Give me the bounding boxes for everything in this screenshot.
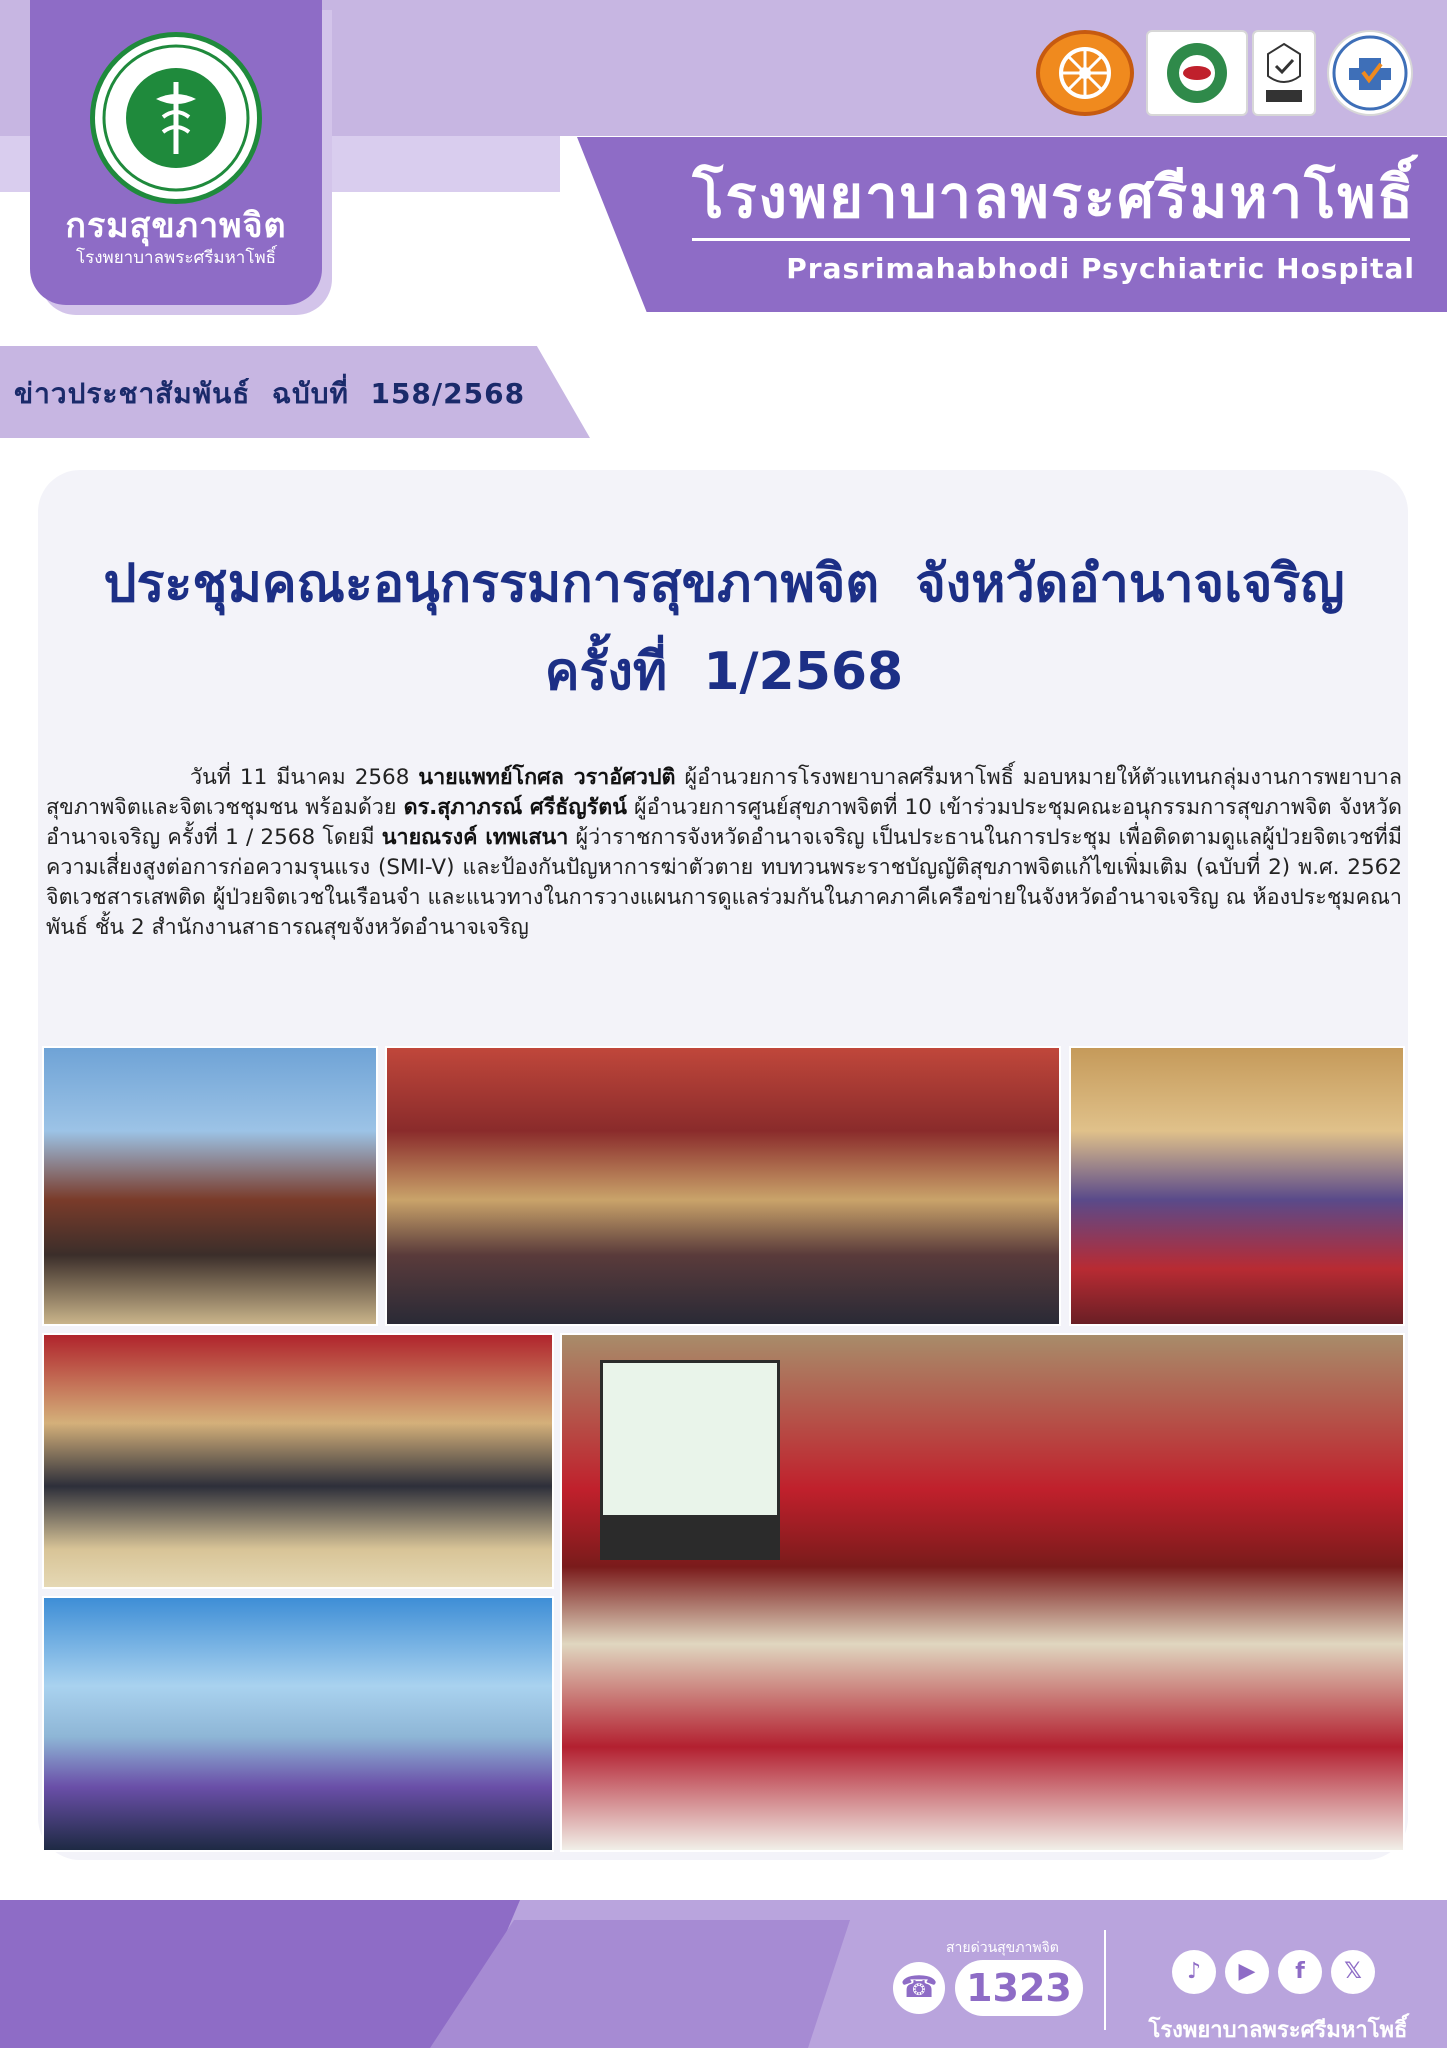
footer-dark-panel: [0, 1900, 520, 2048]
hospital-name-english: Prasrimahabhodi Psychiatric Hospital: [786, 252, 1415, 285]
article-date: วันที่ 11 มีนาคม 2568: [190, 765, 419, 790]
phone-icon: ☎: [893, 1962, 945, 2014]
photo-committee-members: [1069, 1046, 1405, 1326]
department-name: กรมสุขภาพจิต: [65, 206, 287, 246]
headline-line-1: ประชุมคณะอนุกรรมการสุขภาพจิต จังหวัดอำนาจเจริญ: [103, 554, 1345, 614]
ukas-certification-badge-icon: [1252, 30, 1316, 116]
photo-meeting-room-wide: [385, 1046, 1061, 1326]
photo-group-thumbs-up: [42, 1596, 554, 1852]
healthcare-accreditation-badge-icon: [1327, 30, 1413, 116]
footer-divider: [1104, 1930, 1106, 2030]
hotline-number[interactable]: 1323: [955, 1960, 1083, 2016]
article-headline: [44, 540, 1404, 716]
hospital-name-thai: โรงพยาบาลพระศรีมหาโพธิ์: [692, 163, 1415, 231]
hotline-label: สายด่วนสุขภาพจิต: [946, 1940, 1059, 1956]
article-body: [46, 763, 1402, 943]
facebook-icon[interactable]: f: [1278, 1950, 1322, 1994]
headline-line-2: ครั้งที่ 1/2568: [544, 642, 904, 702]
dharma-wheel-emblem-icon: [1036, 30, 1134, 116]
banner-divider: [692, 238, 1410, 241]
person-name-1: นายแพทย์โกศล วราอัศวปติ: [418, 765, 676, 790]
footer-hospital-name: โรงพยาบาลพระศรีมหาโพธิ์: [1148, 2018, 1408, 2043]
article-text-1: ผู้อำนวยการโรงพยาบาลศรีมหาโพธิ์ มอบหมายให้ตัวแทนกลุ่มงานการพยาบาลสุขภาพจิตและจิตเวชชุมชน พร้อมด้วย: [46, 765, 1402, 820]
article-text-2: ผู้อำนวยการศูนย์สุขภาพจิตที่ 10 เข้าร่วมประชุมคณะอนุกรรมการสุขภาพจิต จังหวัดอำนาจเจริญ ครั้งที่ 1 / 2568 โดยมี: [46, 795, 1402, 850]
person-name-2: ดร.สุภาภรณ์ ศรีธัญรัตน์: [403, 795, 627, 820]
department-subname: โรงพยาบาลพระศรีมหาโพธิ์: [75, 248, 277, 268]
urs-certification-badge-icon: [1146, 30, 1248, 116]
photo-meeting-table: [42, 1333, 554, 1589]
x-icon[interactable]: 𝕏: [1331, 1950, 1375, 1994]
tiktok-icon[interactable]: ♪: [1172, 1950, 1216, 1994]
presentation-screen: [600, 1360, 780, 1530]
presentation-caption-bar: [600, 1515, 780, 1560]
ministry-seal-icon: [90, 32, 262, 204]
person-name-3: นายณรงค์ เทพเสนา: [381, 825, 569, 850]
article-text-3: ผู้ว่าราชการจังหวัดอำนาจเจริญ เป็นประธานในการประชุม เพื่อติดตามดูแลผู้ป่วยจิตเวชที่มีความเสี่ยงสูงต่อการก่อความรุนแรง (SMI-V) และป้องกันปัญหาการฆ่าตัวตาย ทบทวนพระราชบัญญัติสุขภาพจิตแก้ไขเพิ่มเติม (ฉบับที่ 2) พ.ศ. 2562 จิตเวชสารเสพติด ผู้ป่วยจิตเวชในเรือนจำ และแนวทางในการวางแผนการดูแลร่วมกันในภาคภาคีเครือข่ายในจังหวัดอำนาจเจริญ ณ ห้องประชุมคณาพันธ์ ชั้น 2 สำนักงานสาธารณสุขจังหวัดอำนาจเจริญ: [46, 825, 1402, 940]
photo-director-speaking: [42, 1046, 378, 1326]
news-issue-label: ข่าวประชาสัมพันธ์ ฉบับที่ 158/2568: [14, 377, 526, 410]
youtube-icon[interactable]: ▶: [1225, 1950, 1269, 1994]
